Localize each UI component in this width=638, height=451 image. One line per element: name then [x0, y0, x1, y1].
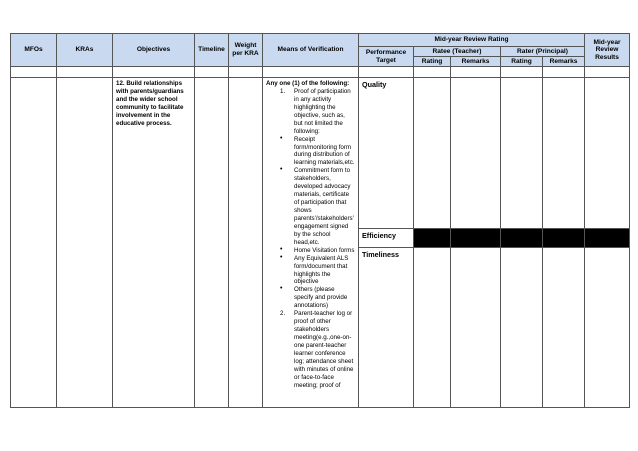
- mov-item-2-number: 2.: [280, 310, 286, 318]
- header-performance-target: Performance Target: [359, 47, 414, 67]
- timeliness-results: [585, 248, 630, 408]
- mov-bullet-text: Commitment form to stakeholders, developed advocacy materials, certificate of participation that shows parents'/stakeholders' engagement signed by the school head,etc.: [294, 167, 354, 246]
- blank-cell: [414, 67, 451, 78]
- mov-item-1-number: 1.: [280, 87, 286, 95]
- blank-row: [11, 67, 630, 78]
- bullet-icon: •: [280, 285, 283, 293]
- quality-row: [11, 78, 630, 229]
- header-rater: Rater (Principal): [501, 47, 585, 57]
- mov-item-1: [266, 88, 355, 136]
- timeliness-rater-remarks: [543, 248, 585, 408]
- kras-cell: [57, 78, 113, 408]
- timeliness-label: Timeliness: [359, 248, 414, 408]
- bullet-icon: •: [280, 134, 283, 142]
- blank-cell: [195, 67, 229, 78]
- quality-ratee-remarks: [451, 78, 501, 229]
- header-mfos: MFOs: [11, 34, 57, 67]
- header-ratee-rating: Rating: [414, 57, 451, 67]
- efficiency-ratee-remarks-shaded: [451, 229, 501, 248]
- mov-bullet-text: Others (please specify and provide annotations): [294, 286, 348, 310]
- mov-bullet-text: Receipt form/monitoring form during distribution of learning materials,etc.: [294, 135, 355, 167]
- mov-item-2: [266, 310, 355, 389]
- blank-cell: [585, 67, 630, 78]
- review-form-table: [10, 33, 630, 408]
- blank-cell: [11, 67, 57, 78]
- header-ratee: Ratee (Teacher): [414, 47, 501, 57]
- bullet-icon: •: [280, 245, 283, 253]
- header-objectives: Objectives: [113, 34, 195, 67]
- header-ratee-remarks: Remarks: [451, 57, 501, 67]
- timeline-cell: [195, 78, 229, 408]
- mov-bullet-text: Any Equivalent ALS form/document that highlights the objective: [294, 254, 349, 286]
- mov-intro: Any one (1) of the following:: [266, 80, 350, 87]
- quality-results: [585, 78, 630, 229]
- header-midyear-review-rating: Mid-year Review Rating: [359, 34, 585, 47]
- bullet-icon: •: [280, 253, 283, 261]
- blank-cell: [359, 67, 414, 78]
- mfos-cell: [11, 78, 57, 408]
- header-means-of-verification: Means of Verification: [263, 34, 359, 67]
- header-kras: KRAs: [57, 34, 113, 67]
- objective-cell: 12. Build relationships with parents/guardians and the wider school community to facilitate involvement in the educative process.: [113, 78, 195, 408]
- header-timeline: Timeline: [195, 34, 229, 67]
- mov-bullet: [266, 136, 355, 168]
- header-rater-rating: Rating: [501, 57, 543, 67]
- quality-ratee-rating: [414, 78, 451, 229]
- weight-cell: [229, 78, 263, 408]
- blank-cell: [263, 67, 359, 78]
- header-midyear-review-results: Mid-year Review Results: [585, 34, 630, 67]
- blank-cell: [229, 67, 263, 78]
- mov-bullet: [266, 167, 355, 246]
- mov-bullet: [266, 255, 355, 287]
- mov-bullet-text: Home Visitation forms: [294, 246, 355, 254]
- blank-cell: [57, 67, 113, 78]
- mov-item-2-text: Parent-teacher log or proof of other stakeholders meeting(e.g.,one-on-one parent-teacher learner conference log; attendance sheet with minutes of online or face-to-face meeting; proof of: [294, 310, 354, 389]
- quality-rater-remarks: [543, 78, 585, 229]
- header-rater-remarks: Remarks: [543, 57, 585, 67]
- mov-bullet: [266, 286, 355, 310]
- header-weight: Weight per KRA: [229, 34, 263, 67]
- efficiency-ratee-rating-shaded: [414, 229, 451, 248]
- mov-item-1-text: Proof of participation in any activity highlighting the objective, such as, but not limited the following:: [294, 87, 351, 135]
- efficiency-label: Efficiency: [359, 229, 414, 248]
- efficiency-rater-remarks-shaded: [543, 229, 585, 248]
- efficiency-results-shaded: [585, 229, 630, 248]
- blank-cell: [451, 67, 501, 78]
- blank-cell: [501, 67, 543, 78]
- efficiency-rater-rating-shaded: [501, 229, 543, 248]
- quality-rater-rating: [501, 78, 543, 229]
- bullet-icon: •: [280, 166, 283, 174]
- blank-cell: [113, 67, 195, 78]
- means-of-verification-cell: [263, 78, 359, 408]
- timeliness-rater-rating: [501, 248, 543, 408]
- timeliness-ratee-remarks: [451, 248, 501, 408]
- blank-cell: [543, 67, 585, 78]
- quality-label: Quality: [359, 78, 414, 229]
- timeliness-ratee-rating: [414, 248, 451, 408]
